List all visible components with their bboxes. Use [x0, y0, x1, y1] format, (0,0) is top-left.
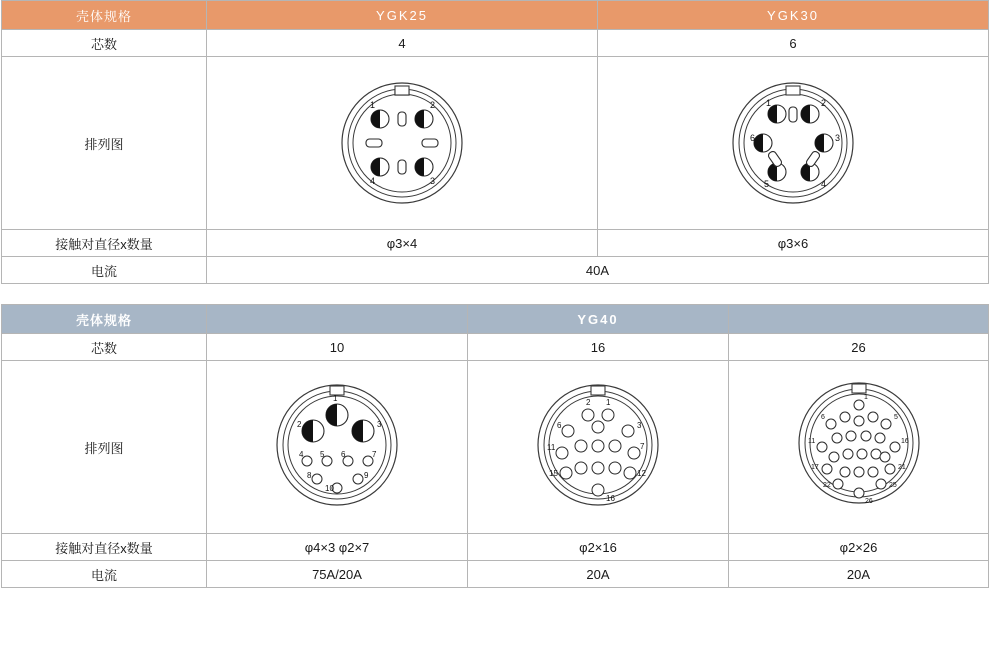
table1-contacts-row — [2, 230, 989, 257]
svg-text:4: 4 — [821, 179, 827, 189]
spec-table-yg40 — [1, 304, 989, 588]
table2-count-row — [2, 334, 989, 361]
svg-text:17: 17 — [810, 464, 819, 471]
table2-header-label: 壳体规格 — [2, 305, 207, 334]
table2-count-16: 16 — [468, 334, 729, 361]
svg-text:15: 15 — [549, 469, 558, 478]
table2-diagram-10 — [207, 361, 468, 534]
table1-current-label: 电流 — [2, 257, 207, 284]
svg-text:2: 2 — [586, 398, 591, 407]
table2-current-row — [2, 561, 989, 588]
table1-count-ygk30: 6 — [598, 30, 989, 57]
svg-text:16: 16 — [900, 438, 909, 445]
table1-contacts-label: 接触对直径x数量 — [2, 230, 207, 257]
table2-contacts-16: φ2×16 — [468, 534, 729, 561]
svg-text:1: 1 — [863, 394, 868, 401]
svg-text:25: 25 — [888, 482, 897, 489]
table1-current-value: 40A — [207, 257, 989, 284]
ygk25-layout-svg — [322, 63, 482, 223]
table1-header-ygk25: YGK25 — [207, 1, 598, 30]
table1-count-label: 芯数 — [2, 30, 207, 57]
ygk30-layout-svg — [713, 63, 873, 223]
svg-text:1: 1 — [766, 98, 772, 108]
svg-text:5: 5 — [893, 414, 898, 421]
svg-text:3: 3 — [835, 133, 841, 143]
svg-text:4: 4 — [370, 176, 376, 186]
svg-text:5: 5 — [320, 450, 325, 459]
table-spacer — [0, 284, 989, 304]
svg-text:1: 1 — [333, 394, 338, 403]
svg-text:6: 6 — [341, 450, 346, 459]
svg-text:8: 8 — [307, 471, 312, 480]
table2-contacts-10: φ4×3 φ2×7 — [207, 534, 468, 561]
svg-text:2: 2 — [821, 98, 827, 108]
table2-header-yg40: YG40 — [468, 305, 729, 334]
svg-text:3: 3 — [377, 420, 382, 429]
table2-header-blank-right — [729, 305, 989, 334]
svg-text:12: 12 — [637, 469, 646, 478]
table2-diagram-row — [2, 361, 989, 534]
table1-header-ygk30: YGK30 — [598, 1, 989, 30]
svg-text:6: 6 — [750, 133, 756, 143]
table1-header-row — [2, 1, 989, 30]
svg-text:1: 1 — [606, 398, 611, 407]
table2-current-26: 20A — [729, 561, 989, 588]
table1-diagram-row — [2, 57, 989, 230]
svg-text:16: 16 — [606, 494, 615, 503]
svg-text:5: 5 — [764, 179, 770, 189]
table2-contacts-row — [2, 534, 989, 561]
table2-count-26: 26 — [729, 334, 989, 361]
table2-current-16: 20A — [468, 561, 729, 588]
yg40-16-layout-svg — [518, 367, 678, 527]
table1-diagram-label: 排列图 — [2, 57, 207, 230]
svg-text:6: 6 — [557, 421, 562, 430]
table2-diagram-16 — [468, 361, 729, 534]
svg-text:4: 4 — [299, 450, 304, 459]
svg-text:2: 2 — [430, 100, 436, 110]
table2-count-label: 芯数 — [2, 334, 207, 361]
svg-text:11: 11 — [547, 443, 556, 452]
table1-count-row — [2, 30, 989, 57]
table2-contacts-26: φ2×26 — [729, 534, 989, 561]
table1-current-row — [2, 257, 989, 284]
table2-current-label: 电流 — [2, 561, 207, 588]
yg40-10-layout-svg — [257, 367, 417, 527]
svg-text:22: 22 — [822, 482, 831, 489]
table2-count-10: 10 — [207, 334, 468, 361]
spec-table-ygk — [1, 0, 989, 284]
svg-text:7: 7 — [640, 442, 645, 451]
svg-text:26: 26 — [864, 498, 873, 505]
table2-diagram-26 — [729, 361, 989, 534]
table2-contacts-label: 接触对直径x数量 — [2, 534, 207, 561]
svg-text:6: 6 — [820, 414, 825, 421]
svg-text:9: 9 — [364, 471, 369, 480]
svg-text:7: 7 — [372, 450, 377, 459]
table1-diagram-ygk25 — [207, 57, 598, 230]
table1-contacts-ygk30: φ3×6 — [598, 230, 989, 257]
svg-text:10: 10 — [325, 484, 334, 493]
table2-header-blank-left — [207, 305, 468, 334]
table2-current-10: 75A/20A — [207, 561, 468, 588]
svg-text:21: 21 — [897, 464, 906, 471]
svg-text:3: 3 — [430, 176, 436, 186]
table1-diagram-ygk30 — [598, 57, 989, 230]
svg-text:3: 3 — [637, 421, 642, 430]
svg-text:2: 2 — [297, 420, 302, 429]
svg-text:1: 1 — [370, 100, 376, 110]
table2-diagram-label: 排列图 — [2, 361, 207, 534]
table1-contacts-ygk25: φ3×4 — [207, 230, 598, 257]
svg-text:11: 11 — [807, 438, 815, 445]
table1-header-label: 壳体规格 — [2, 1, 207, 30]
yg40-26-layout-svg — [779, 367, 939, 527]
table2-header-row — [2, 305, 989, 334]
table1-count-ygk25: 4 — [207, 30, 598, 57]
